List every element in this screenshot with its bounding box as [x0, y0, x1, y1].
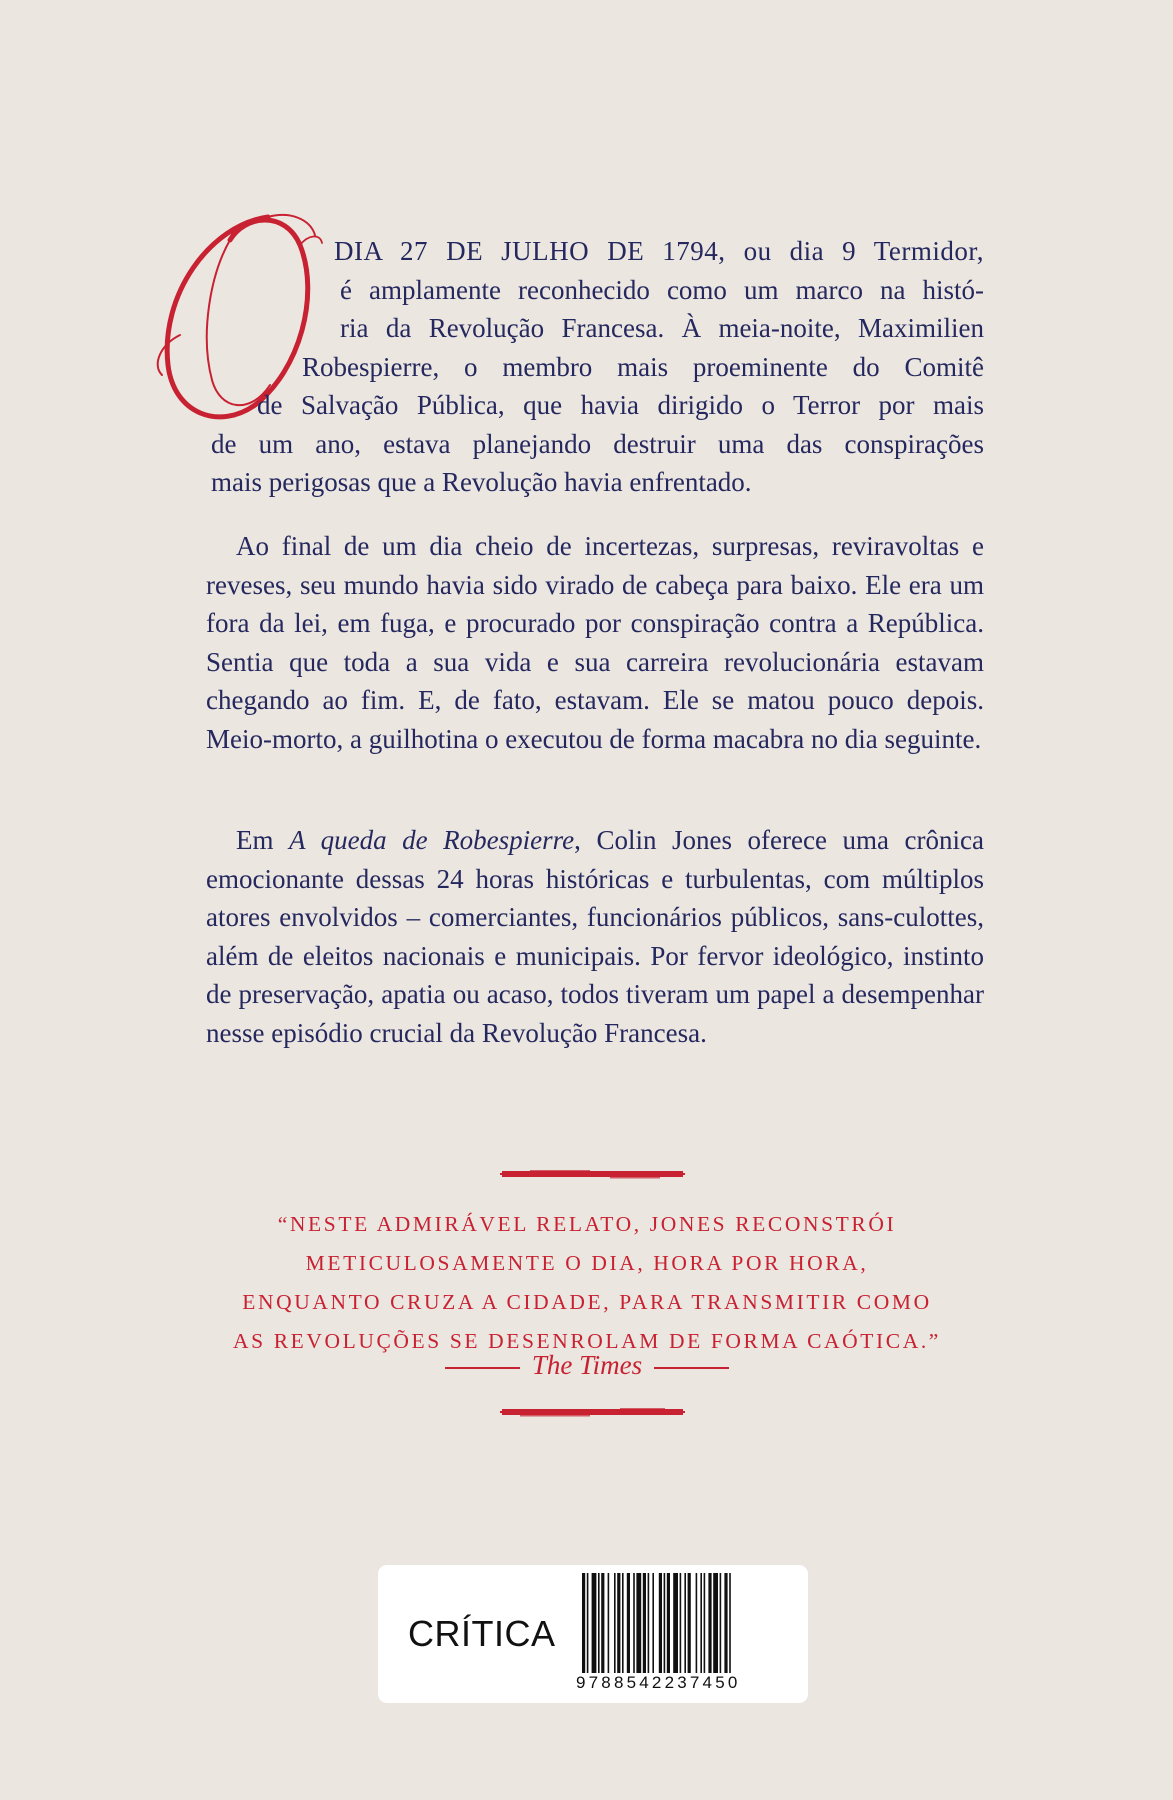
para1-line-6: de um ano, estava planejando destruir uma das conspirações: [211, 428, 984, 459]
press-quote: [170, 1205, 1004, 1361]
barcode-bar: [700, 1573, 702, 1673]
attribution-dash-right: [654, 1367, 729, 1369]
barcode-bar: [648, 1573, 650, 1673]
barcode-bar: [636, 1573, 641, 1673]
para1-line-3: ria da Revolução Francesa. À meia-noite, Maximilien: [340, 313, 984, 343]
bottom-red-rule: [500, 1406, 685, 1418]
barcode-bar: [680, 1573, 682, 1673]
para3-rest: , Colin Jones oferece uma crônica emocionante dessas 24 horas históricas e turbulentas, com múltiplos atores envolvidos – comerciantes, funcionários públicos, sans-culottes, além de eleitos nacionais e municipais. Por fervor ideológico, instinto de preservação, apatia ou acaso, todos tiveram um papel a desempenhar nesse episódio crucial da Revolução Francesa.: [206, 825, 984, 1048]
publisher-logo: CRÍTICA: [408, 1613, 556, 1654]
barcode-bar: [608, 1573, 610, 1673]
barcode-bar: [704, 1573, 706, 1673]
barcode-bar: [627, 1573, 630, 1673]
barcode-bar: [664, 1573, 666, 1673]
barcode-bar: [614, 1573, 616, 1673]
para1-line-5: de Salvação Pública, que havia dirigido o Terror por mais: [257, 390, 984, 420]
book-title: A queda de Robespierre: [289, 825, 575, 855]
para3-prefix: Em: [236, 825, 290, 855]
barcode-bar: [696, 1573, 698, 1673]
barcode-bar: [633, 1573, 635, 1673]
top-red-rule: [500, 1168, 685, 1180]
barcode-bar: [643, 1573, 646, 1673]
quote-line-4: AS REVOLUÇÕES SE DESENROLAM DE FORMA CAÓTICA.”: [233, 1329, 941, 1353]
barcode-bar: [587, 1573, 589, 1673]
barcode-bar: [713, 1573, 718, 1673]
barcode-bar: [659, 1573, 662, 1673]
quote-line-3: ENQUANTO CRUZA A CIDADE, PARA TRANSMITIR COMO: [242, 1290, 932, 1314]
barcode-bar: [582, 1573, 585, 1673]
para1-line-4: Robespierre, o membro mais proeminente do Comitê: [302, 351, 984, 382]
barcode-bar: [667, 1573, 670, 1673]
isbn-number: 9788542237450: [576, 1673, 741, 1692]
synopsis-paragraph-3: [206, 821, 984, 1052]
barcode-bar: [684, 1573, 686, 1673]
para1-line-7: mais perigosas que a Revolução havia enfrentado.: [211, 467, 752, 497]
barcode-bar: [601, 1573, 604, 1673]
barcode-bar: [729, 1573, 731, 1673]
quote-source: The Times: [531, 1350, 643, 1380]
quote-line-2: METICULOSAMENTE O DIA, HORA POR HORA,: [305, 1251, 869, 1275]
attribution-dash-left: [445, 1367, 520, 1369]
barcode-bar: [708, 1573, 711, 1673]
synopsis-paragraph-1: [206, 232, 984, 502]
barcode-bar: [592, 1573, 597, 1673]
barcode-bar: [688, 1573, 691, 1673]
para1-line-2: é amplamente reconhecido como um marco na histó-: [340, 274, 984, 305]
barcode-bar: [720, 1573, 722, 1673]
quote-attribution: [300, 1350, 874, 1381]
barcode-bar: [673, 1573, 678, 1673]
para1-line-1: DIA 27 DE JULHO DE 1794, ou dia 9 Termidor,: [334, 236, 984, 266]
barcode-icon: [578, 1573, 803, 1673]
barcode-panel: [378, 1565, 808, 1703]
barcode-bar: [598, 1573, 600, 1673]
synopsis-paragraph-2: Ao final de um dia cheio de incertezas, surpresas, reviravoltas e reveses, seu mundo havia sido virado de cabeça para baixo. Ele era um fora da lei, em fuga, e procurado por conspiração contra a República. Sentia que toda a sua vida e sua carreira revolucionária estavam chegando ao fim. E, de fato, estavam. Ele se matou pouco depois. Meio-morto, a guilhotina o executou de forma macabra no dia seguinte.: [206, 531, 984, 754]
barcode-bar: [617, 1573, 620, 1673]
barcode-bar: [622, 1573, 624, 1673]
barcode-bar: [724, 1573, 727, 1673]
barcode-bar: [652, 1573, 654, 1673]
quote-line-1: “NESTE ADMIRÁVEL RELATO, JONES RECONSTRÓI: [277, 1212, 897, 1236]
